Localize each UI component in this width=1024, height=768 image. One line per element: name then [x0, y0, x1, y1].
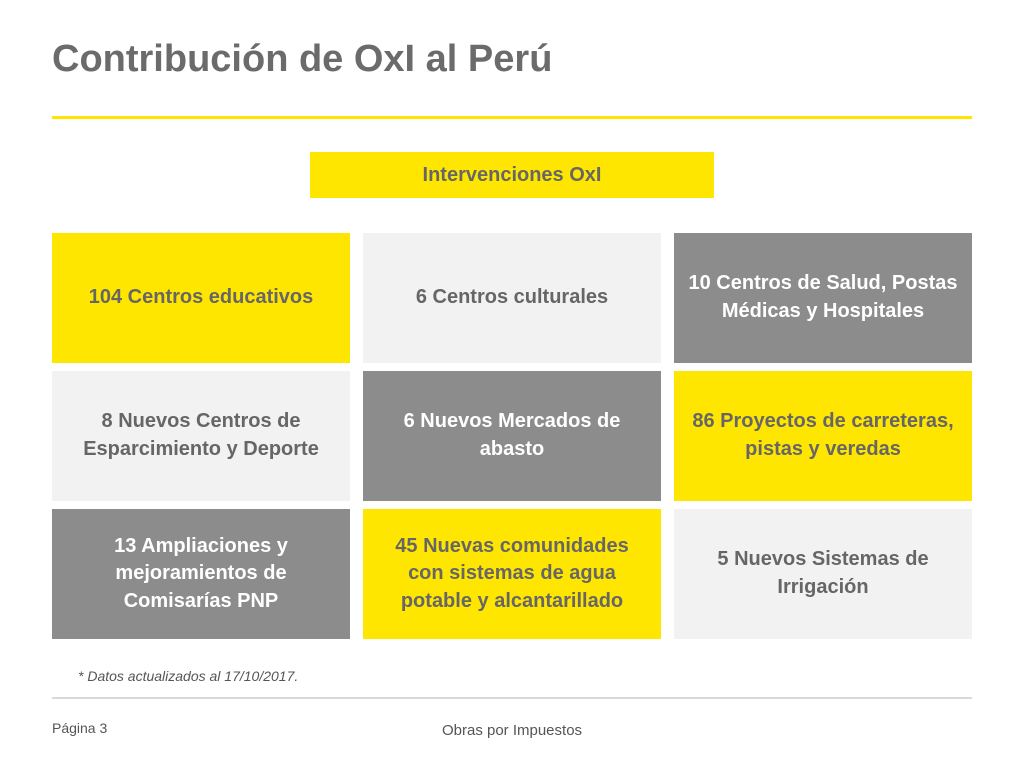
grid-cell-educational-centers: 104 Centros educativos: [52, 233, 350, 363]
interventions-header: Intervenciones OxI: [310, 152, 714, 198]
grid-cell-water-systems: 45 Nuevas comunidades con sistemas de agua potable y alcantarillado: [363, 509, 661, 639]
grid-cell-markets: 6 Nuevos Mercados de abasto: [363, 371, 661, 501]
footer-divider: [52, 697, 972, 699]
slide-title: Contribución de OxI al Perú: [52, 38, 553, 80]
grid-cell-recreation-centers: 8 Nuevos Centros de Esparcimiento y Deporte: [52, 371, 350, 501]
data-update-footnote: * Datos actualizados al 17/10/2017.: [78, 668, 299, 684]
interventions-grid: [52, 233, 972, 639]
grid-cell-health-centers: 10 Centros de Salud, Postas Médicas y Hospitales: [674, 233, 972, 363]
footer-title: Obras por Impuestos: [441, 722, 583, 739]
page-number: Página 3: [52, 720, 108, 736]
title-underline: [52, 116, 972, 119]
grid-cell-cultural-centers: 6 Centros culturales: [363, 233, 661, 363]
grid-cell-roads: 86 Proyectos de carreteras, pistas y veredas: [674, 371, 972, 501]
grid-cell-irrigation: 5 Nuevos Sistemas de Irrigación: [674, 509, 972, 639]
grid-cell-police-stations: 13 Ampliaciones y mejoramientos de Comisarías PNP: [52, 509, 350, 639]
